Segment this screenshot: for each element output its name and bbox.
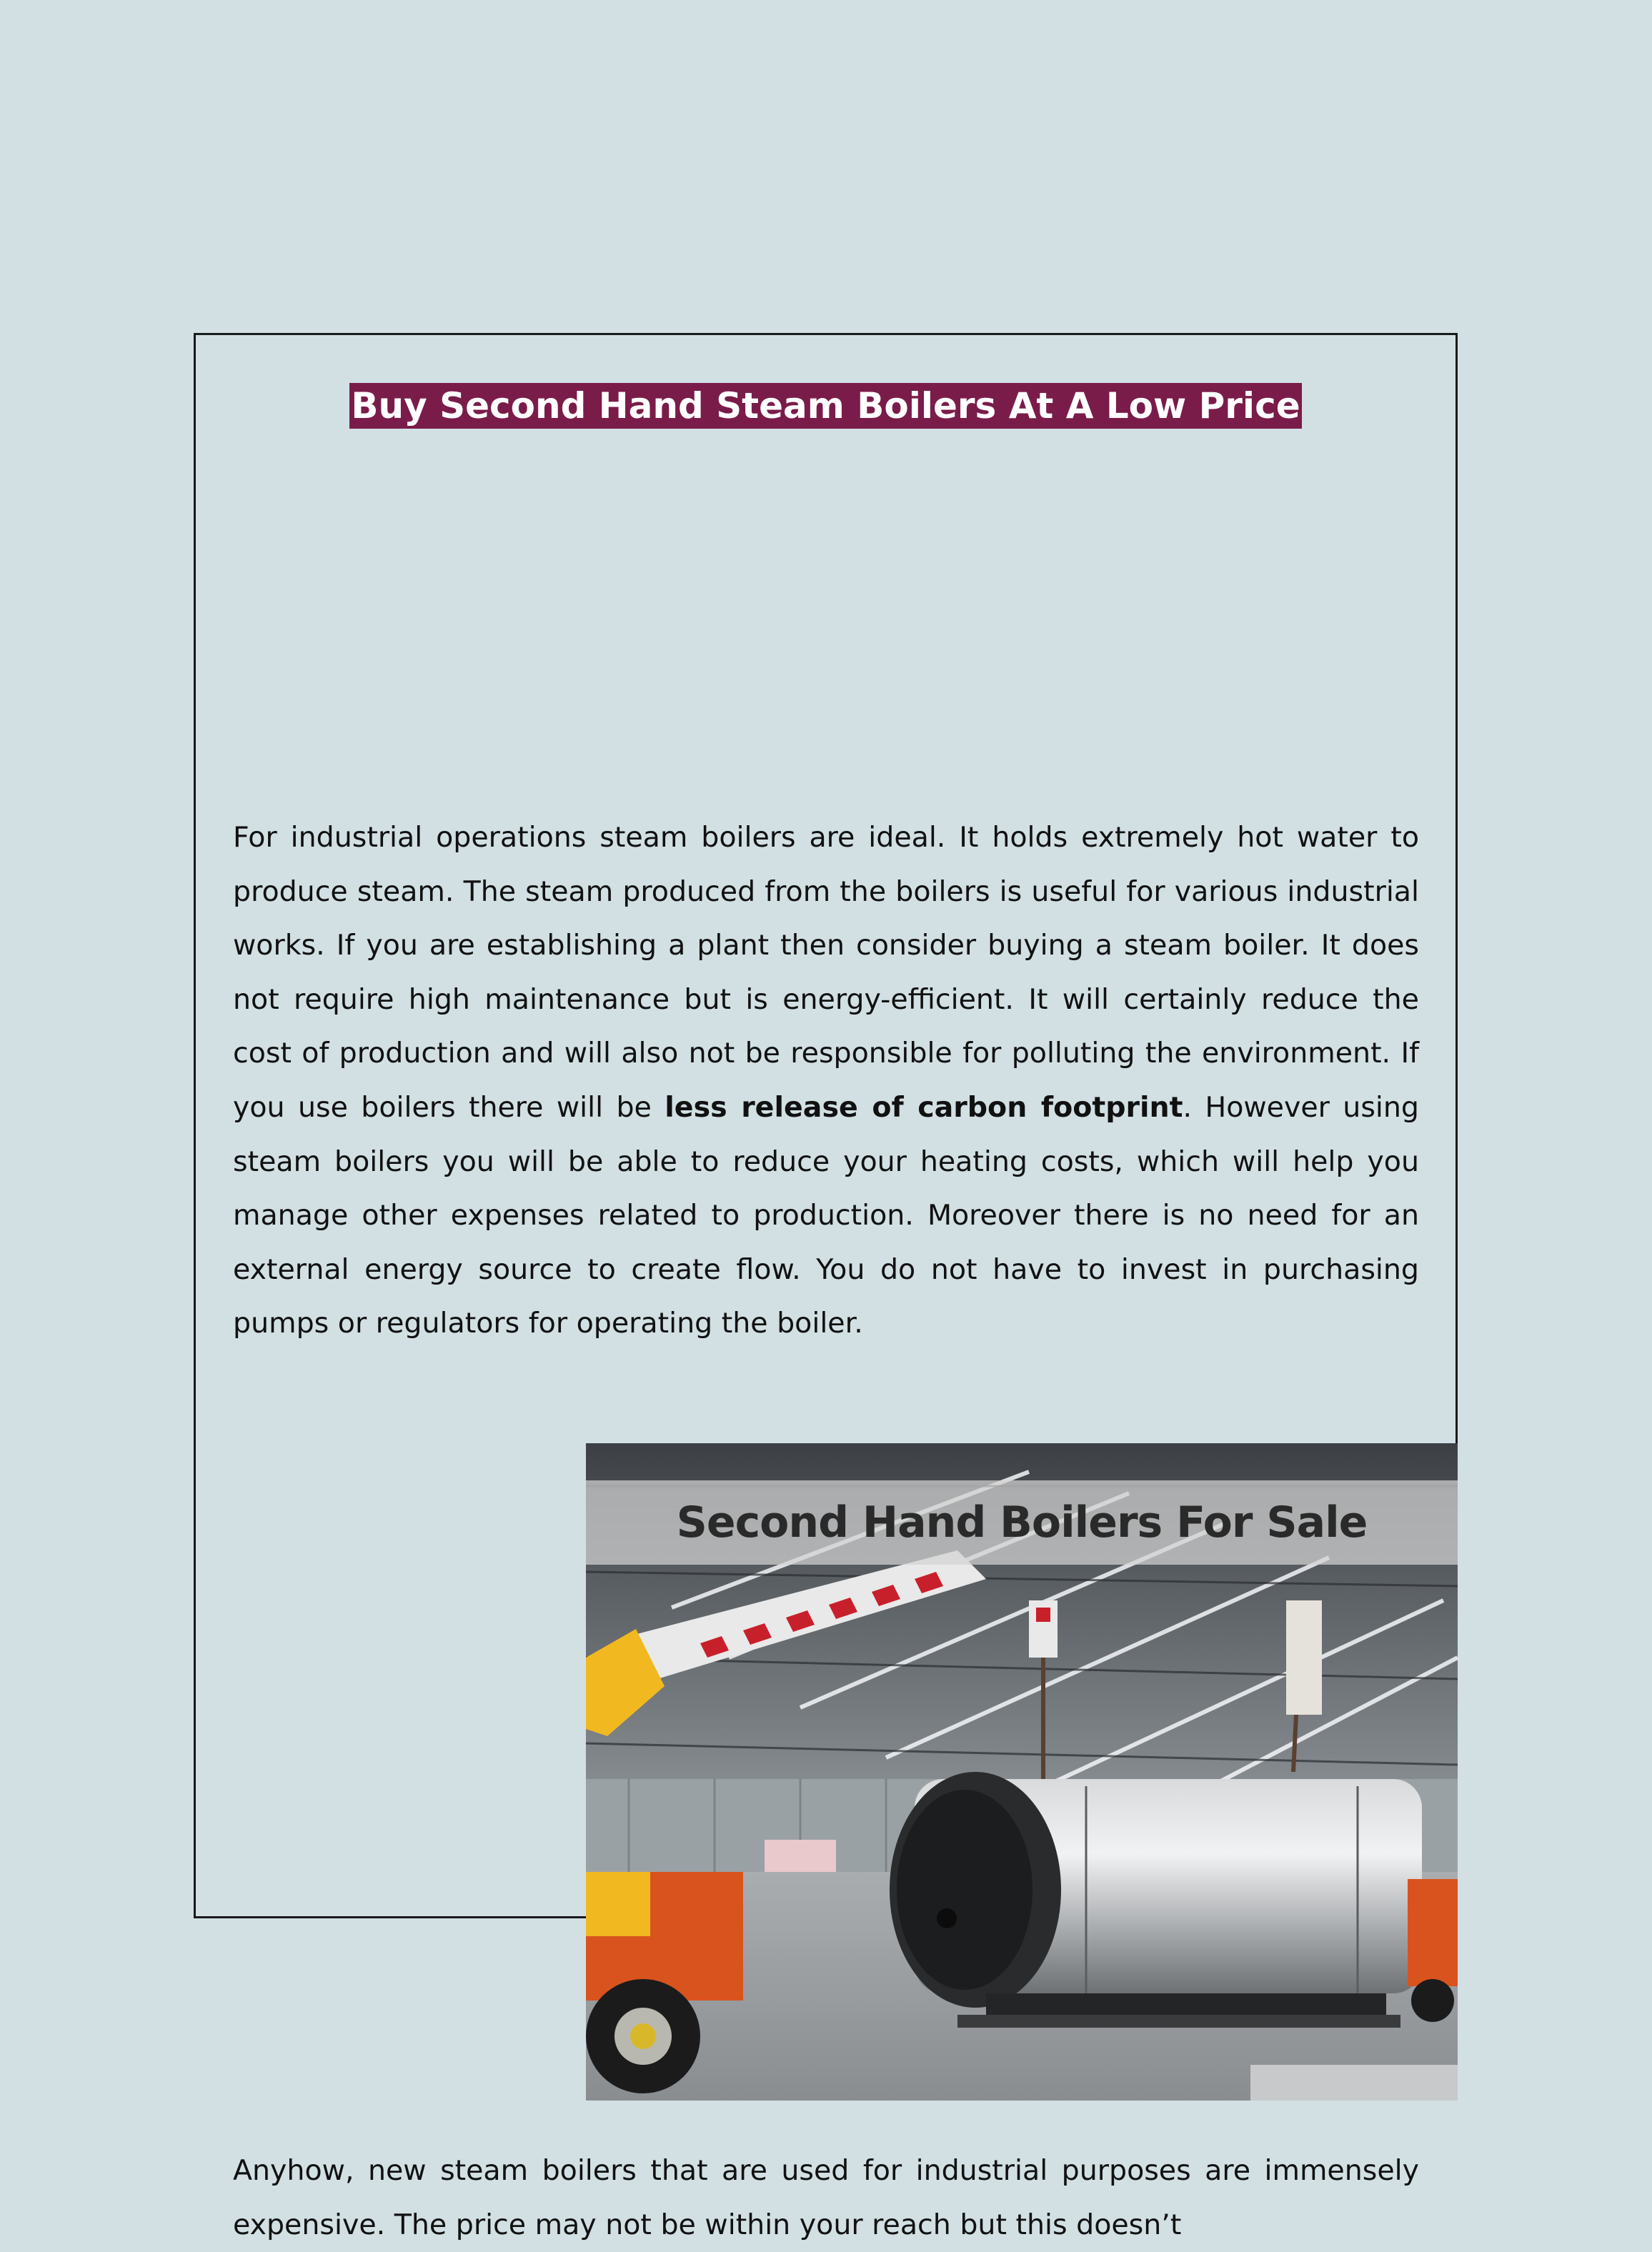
intro-text-end: . However using steam boilers you will be able to reduce your heating costs, which will help you manage other expenses related to production. Moreover there is no need for an external energy source to create flow. You do not have to invest in purchasing pumps or regulators for operating the boiler. [233, 1090, 1419, 1340]
content-frame [194, 333, 1458, 2241]
intro-paragraph [233, 811, 1419, 1351]
heading-wrap [196, 383, 1456, 429]
page-title: Buy Second Hand Steam Boilers At A Low Price [349, 383, 1301, 429]
photo-banner-text: Second Hand Boilers For Sale [676, 1498, 1368, 1548]
second-paragraph: Anyhow, new steam boilers that are used for industrial purposes are immensely expensive. The price may not be within your reach but this doesn’t [233, 2154, 1419, 2241]
intro-bold-phrase: less release of carbon footprint [665, 1090, 1183, 1124]
photo-banner [586, 1480, 1458, 1565]
boiler-photo [586, 1443, 1458, 2101]
intro-text-start: For industrial operations steam boilers are ideal. It holds extremely hot water to produce steam. The steam produced from the boilers is useful for various industrial works. If you are establishing a plant then consider buying a steam boiler. It does not require high maintenance but is energy-efficient. It will certainly reduce the cost of production and will also not be responsible for polluting the environment. If you use boilers there will be [233, 821, 1419, 1124]
